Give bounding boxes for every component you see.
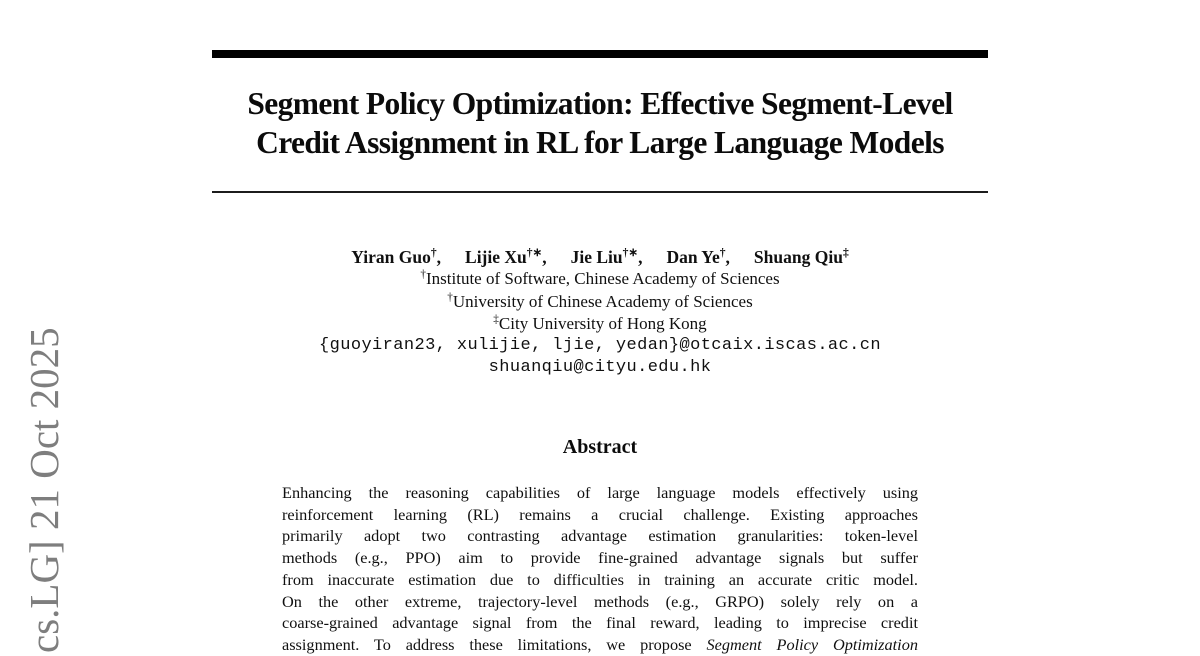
affiliation-mark: † — [420, 268, 426, 281]
author-name: Shuang Qiu — [753, 247, 843, 267]
author-affiliation-mark: ‡ — [842, 247, 849, 260]
affiliation-line — [0, 268, 1200, 290]
affiliation-mark: † — [447, 290, 453, 303]
email-line-personal: shuanqiu@cityu.edu.hk — [488, 358, 712, 378]
page-title — [162, 84, 1038, 162]
affiliation-text: City University of Hong Kong — [498, 313, 707, 333]
abstract-line: primarily adopt two contrasting advantage estimation granularities: token-level — [282, 526, 918, 546]
affiliation-line — [0, 313, 1200, 335]
affiliation-text: University of Chinese Academy of Sciences — [452, 291, 753, 311]
author-affiliation-mark: † — [430, 247, 437, 260]
authors-line — [0, 246, 1200, 268]
author — [465, 247, 547, 267]
abstract-text — [282, 482, 918, 656]
title-rule-top — [212, 50, 988, 58]
abstract-line: Enhancing the reasoning capabilities of large language models effectively using — [282, 483, 918, 502]
author — [666, 247, 729, 267]
abstract-line — [282, 634, 918, 656]
email-line-group: {guoyiran23, xulijie, ljie, yedan}@otcaix.iscas.ac.cn — [319, 336, 881, 356]
author-name: Dan Ye — [666, 247, 720, 267]
abstract-line-text: assignment. To address these limitations, we propose — [282, 634, 707, 654]
title-line-1: Segment Policy Optimization: Effective Segment-Level — [247, 86, 953, 121]
author-block — [0, 246, 1200, 380]
abstract-line: On the other extreme, trajectory-level methods (e.g., GRPO) solely rely on a — [282, 591, 918, 611]
author-separator: , — [542, 247, 547, 267]
author-name: Lijie Xu — [465, 247, 527, 267]
abstract-line: methods (e.g., PPO) aim to provide fine-grained advantage signals but suffer — [282, 548, 918, 568]
affiliation-text: Institute of Software, Chinese Academy of Sciences — [426, 269, 780, 289]
author-separator: , — [725, 247, 730, 267]
author — [351, 247, 441, 267]
title-rule-bottom — [212, 191, 988, 193]
author-affiliation-mark: †∗ — [526, 247, 543, 260]
abstract-line: from inaccurate estimation due to difficulties in training an accurate critic model. — [282, 569, 918, 589]
author-separator: , — [638, 247, 643, 267]
author-affiliation-mark: †∗ — [622, 247, 639, 260]
author-affiliation-mark: † — [719, 247, 726, 260]
author — [754, 247, 849, 267]
author-name: Yiran Guo — [351, 247, 431, 267]
affiliation-mark: ‡ — [493, 313, 499, 326]
abstract-heading: Abstract — [562, 436, 638, 458]
author-separator: , — [436, 247, 442, 267]
arxiv-watermark: cs.LG] 21 Oct 2025 — [21, 327, 67, 653]
author — [571, 247, 643, 267]
author-name: Jie Liu — [570, 247, 623, 267]
title-line-2: Credit Assignment in RL for Large Language Models — [256, 125, 944, 160]
affiliation-line — [0, 291, 1200, 313]
abstract-method-name: Segment Policy Optimization — [706, 634, 918, 654]
abstract-line: coarse-grained advantage signal from the final reward, leading to imprecise credit — [282, 613, 918, 633]
abstract-line: reinforcement learning (RL) remains a crucial challenge. Existing approaches — [282, 504, 918, 524]
